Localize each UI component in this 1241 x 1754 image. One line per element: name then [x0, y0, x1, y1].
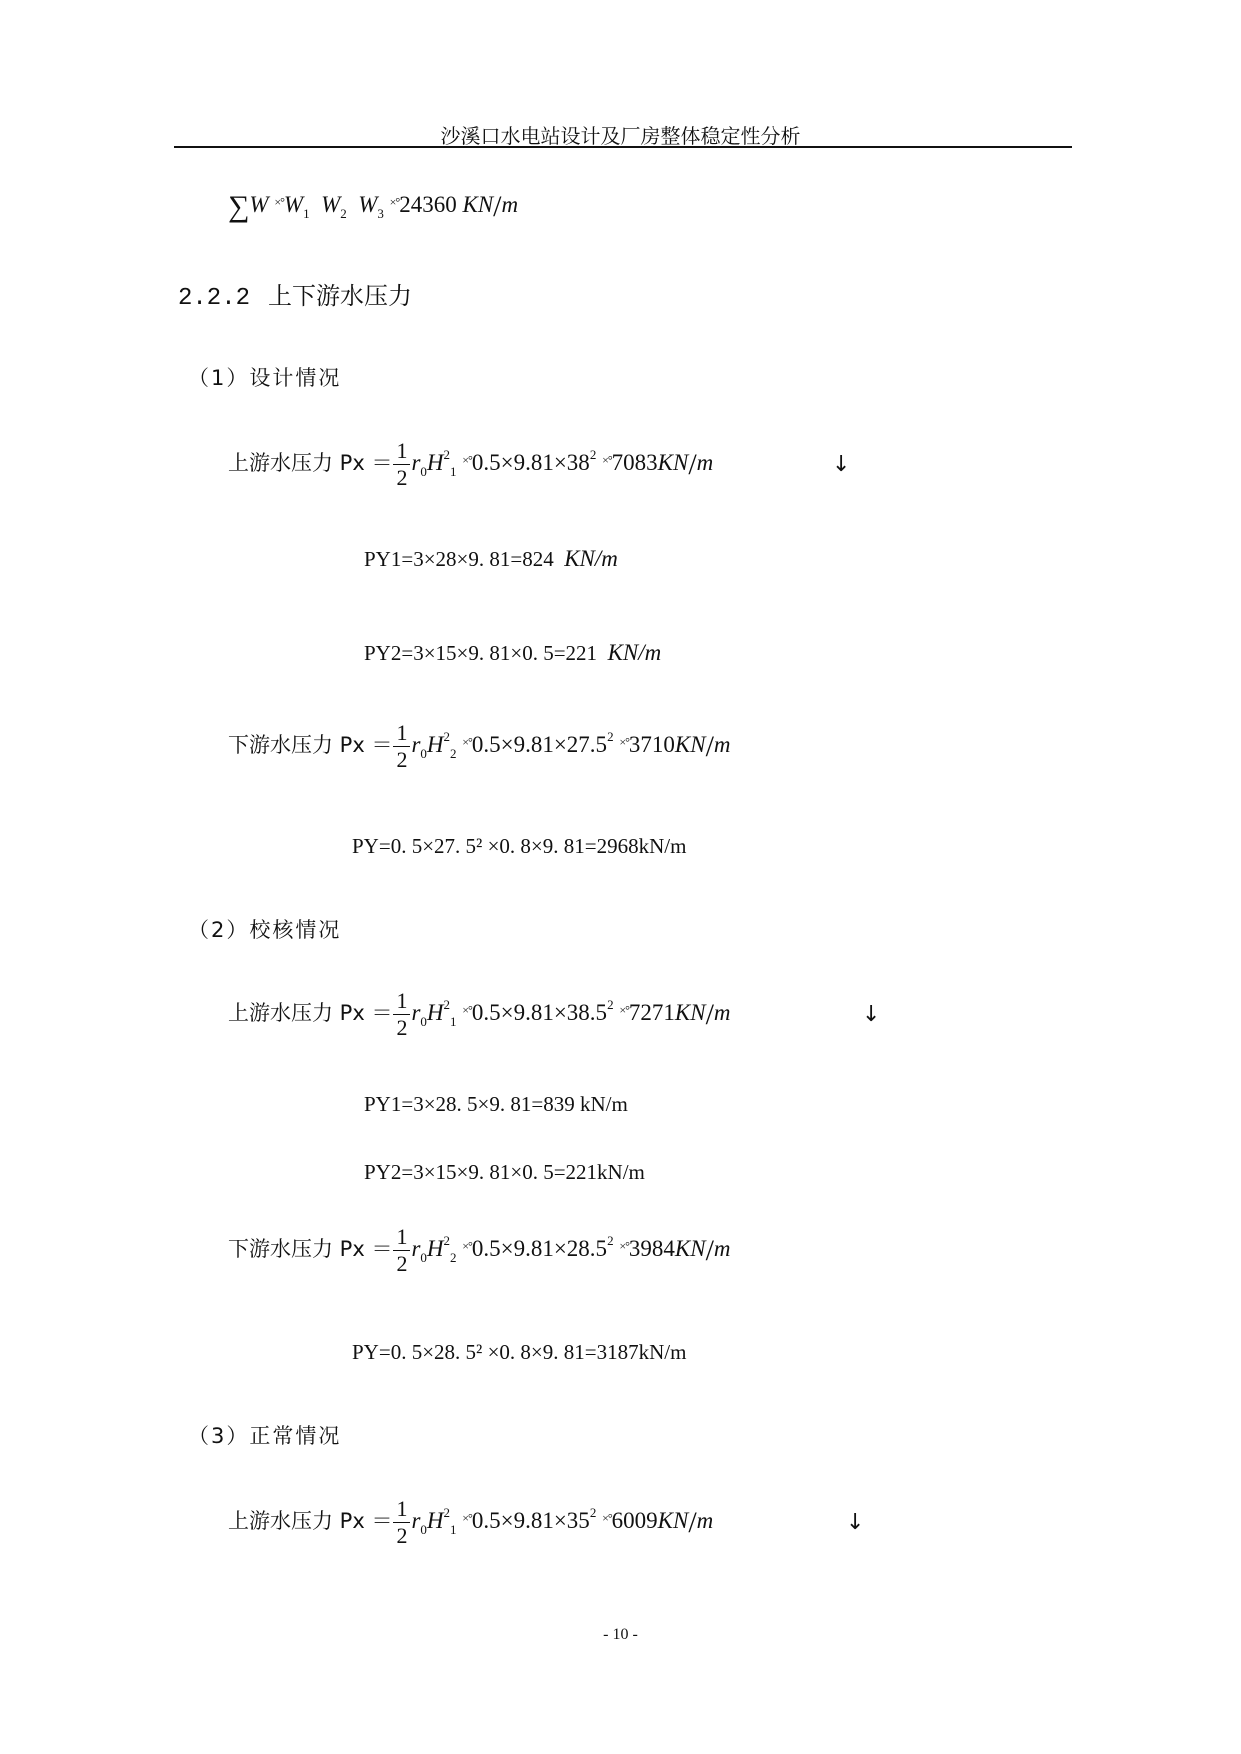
py2-design: PY2=3×15×9. 81×0. 5=221 KN/m	[364, 640, 662, 665]
section-heading: 2.2.2 上下游水压力	[178, 282, 413, 312]
fraction: $\frac{1}{2}$	[393, 440, 410, 489]
fraction: $\frac{1}{2}$	[393, 1226, 410, 1275]
downstream-pressure-eq-design: 下游水压力 Px ＝ $\frac{1}{2}$ $r_0H^2_2$ $^{\times^\circ}0.5\times 9.81\times 27.5^2$ ×°3710KN/m	[228, 720, 731, 772]
down-arrow-icon: ↓	[862, 1002, 881, 1027]
down-arrow-icon: ↓	[846, 1510, 865, 1535]
running-header: 沙溪口水电站设计及厂房整体稳定性分析	[440, 124, 801, 148]
py1-design: PY1=3×28×9. 81=824 KN/m	[364, 546, 618, 571]
py1-check: PY1=3×28. 5×9. 81=839 kN/m	[364, 1092, 628, 1116]
case-heading-check: （2）校核情况	[188, 918, 342, 942]
case-heading-normal: （3）正常情况	[188, 1424, 342, 1448]
sum-weight-equation: ∑W $^{\times^\circ}W_1$ $W_2$ $W_3$ ×°24360 KN/m	[228, 190, 519, 223]
downstream-pressure-eq-check: 下游水压力 Px ＝ $\frac{1}{2}$ $r_0H^2_2$ $^{\times^\circ}0.5\times 9.81\times 28.5^2$ ×°3984KN/m	[228, 1224, 731, 1276]
fraction: $\frac{1}{2}$	[393, 722, 410, 771]
sigma-symbol: ∑	[228, 190, 250, 223]
fraction: $\frac{1}{2}$	[393, 1498, 410, 1547]
down-arrow-icon: ↓	[832, 452, 851, 477]
py2-check: PY2=3×15×9. 81×0. 5=221kN/m	[364, 1160, 645, 1184]
py-downstream-design: PY=0. 5×27. 5² ×0. 8×9. 81=2968kN/m	[352, 834, 687, 858]
fraction: $\frac{1}{2}$	[393, 990, 410, 1039]
py-downstream-check: PY=0. 5×28. 5² ×0. 8×9. 81=3187kN/m	[352, 1340, 687, 1364]
header-rule	[174, 146, 1072, 148]
page-number: - 10 -	[603, 1626, 638, 1643]
upstream-pressure-eq-design: 上游水压力 Px ＝ $\frac{1}{2}$ $r_0H^2_1$ $^{\times^\circ}0.5\times 9.81\times 38^2$ ×°7083KN/m	[228, 438, 714, 490]
upstream-pressure-eq-check: 上游水压力 Px ＝ $\frac{1}{2}$ $r_0H^2_1$ $^{\times^\circ}0.5\times 9.81\times 38.5^2$ ×°7271KN/m	[228, 988, 731, 1040]
upstream-pressure-eq-normal: 上游水压力 Px ＝ $\frac{1}{2}$ $r_0H^2_1$ $^{\times^\circ}0.5\times 9.81\times 35^2$ ×°6009KN/m	[228, 1496, 714, 1548]
case-heading-design: （1）设计情况	[188, 366, 342, 390]
